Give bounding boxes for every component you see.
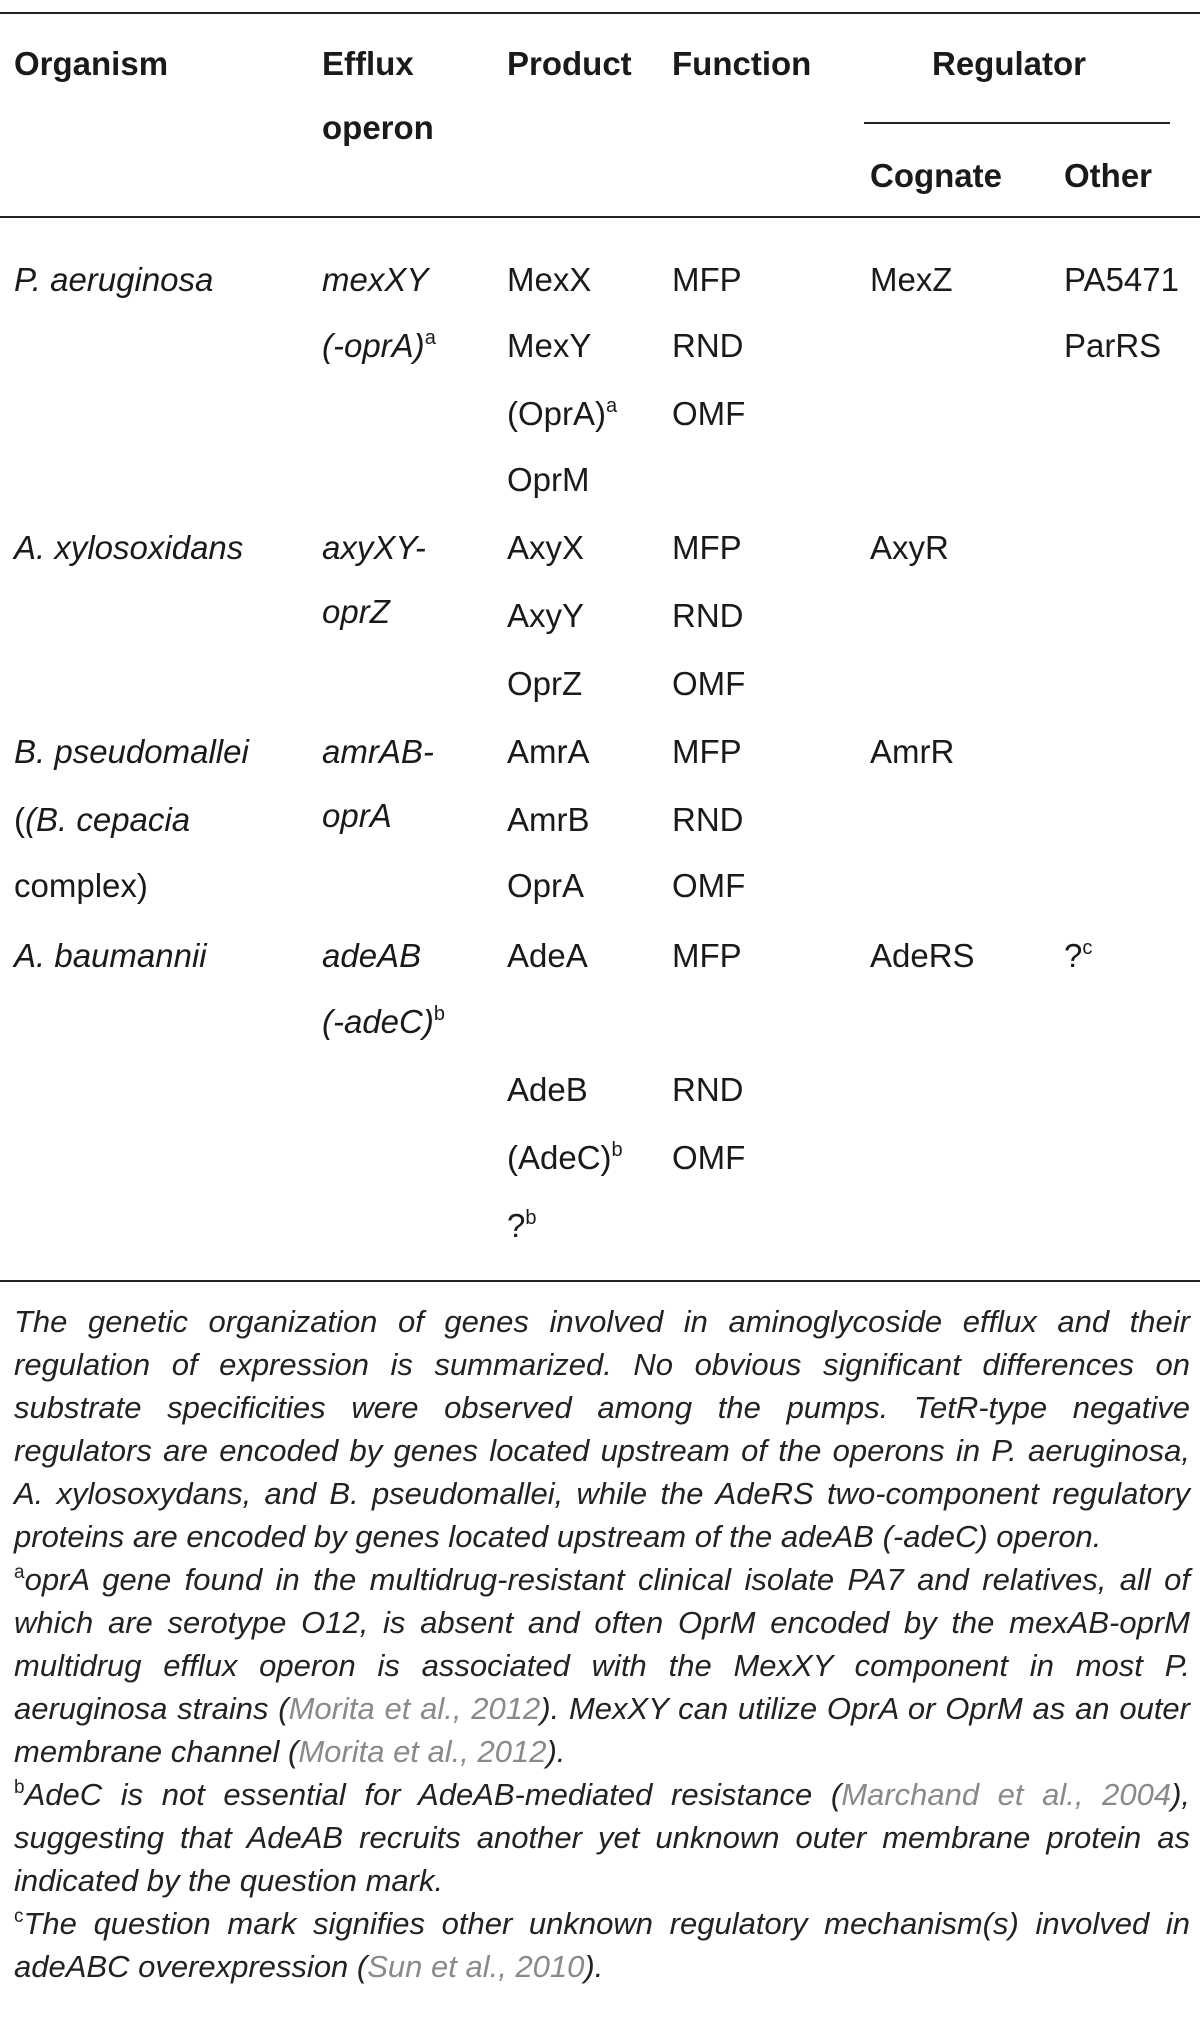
- header-function: Function: [672, 45, 812, 82]
- table-bottom-rule: [0, 1280, 1200, 1282]
- product-cell: AxyX: [507, 529, 585, 566]
- footnote-marker: b: [611, 1139, 623, 1161]
- product-cell: AmrB: [507, 801, 590, 838]
- function-cell: OMF: [672, 867, 746, 904]
- note-b: $^b$AdeC is not essential for AdeAB-mediated resistance (Marchand et al., 2004), suggesting that AdeAB recruits another yet unknown outer membrane protein as indicated by the question mark.: [14, 1777, 1191, 1898]
- footnote-marker: a: [424, 327, 436, 349]
- cognate-cell: AxyR: [870, 529, 949, 566]
- header-efflux-line2: operon: [322, 109, 434, 146]
- operon-cell: amrAB-: [322, 733, 434, 770]
- operon-cell-line2: oprA: [322, 797, 392, 834]
- note-a: $^a$oprA gene found in the multidrug-resistant clinical isolate PA7 and relatives, all of which are serotype O12, is absent and often OprM encoded by the mexAB-oprM multidrug efflux operon is associated with the MexXY component in most P. aeruginosa strains (Morita et al., 2012). MexXY can utilize OprA or OprM as an outer membrane channel (Morita et al., 2012).: [14, 1562, 1190, 1769]
- function-cell: OMF: [672, 1139, 746, 1176]
- product-cell: OprM: [507, 461, 590, 498]
- citation-link[interactable]: Sun et al., 2010: [367, 1949, 585, 1984]
- organism-cell: B. pseudomallei: [14, 733, 249, 770]
- product-cell: MexY: [507, 327, 592, 364]
- product-cell: AdeB: [507, 1071, 588, 1108]
- header-bottom-rule: [0, 216, 1200, 218]
- product-cell: (AdeC)$^b$: [507, 1139, 623, 1176]
- header-cognate: Cognate: [870, 157, 1002, 194]
- product-cell: (OprA)$^a$: [507, 395, 618, 432]
- organism-cell: P. aeruginosa: [14, 261, 214, 298]
- product-cell: ?$^b$: [507, 1207, 537, 1244]
- organism-cell-line2: ((B. cepacia: [14, 801, 191, 838]
- top-rule: [0, 12, 1200, 14]
- product-cell: AmrA: [507, 733, 590, 770]
- product-cell: OprZ: [507, 665, 583, 702]
- organism-cell: A. baumannii: [14, 937, 207, 974]
- operon-cell-line2: (-adeC)$^b$: [322, 1003, 445, 1040]
- operon-cell-line2: (-oprA)$^a$: [322, 327, 436, 364]
- footnote-marker: a: [606, 395, 618, 417]
- header-regulator: Regulator: [932, 45, 1087, 82]
- header-efflux-line1: Efflux: [322, 45, 414, 82]
- operon-cell-line2: oprZ: [322, 593, 390, 630]
- function-cell: OMF: [672, 395, 746, 432]
- footnote-marker: b: [525, 1207, 537, 1229]
- other-cell: ParRS: [1064, 327, 1162, 364]
- function-cell: RND: [672, 801, 744, 838]
- footnote-marker: b: [433, 1003, 445, 1025]
- regulator-rule: [864, 122, 1170, 124]
- function-cell: RND: [672, 327, 744, 364]
- function-cell: MFP: [672, 261, 742, 298]
- citation-link[interactable]: Morita et al., 2012: [288, 1691, 541, 1726]
- function-cell: MFP: [672, 733, 742, 770]
- header-organism: Organism: [14, 45, 169, 82]
- other-cell: ?$^c$: [1064, 937, 1093, 974]
- function-cell: MFP: [672, 937, 742, 974]
- function-cell: RND: [672, 597, 744, 634]
- product-cell: OprA: [507, 867, 585, 904]
- product-cell: AdeA: [507, 937, 588, 974]
- operon-cell: mexXY: [322, 261, 429, 298]
- organism-cell-line3: complex): [14, 867, 148, 904]
- function-cell: MFP: [672, 529, 742, 566]
- cognate-cell: MexZ: [870, 261, 953, 298]
- footnote-marker: c: [1082, 937, 1093, 959]
- header-product: Product: [507, 45, 632, 82]
- citation-link[interactable]: Morita et al., 2012: [298, 1734, 547, 1769]
- note-c: $^c$The question mark signifies other unknown regulatory mechanism(s) involved in adeABC overexpression (Sun et al., 2010).: [14, 1906, 1190, 1984]
- citation-link[interactable]: Marchand et al., 2004: [841, 1777, 1172, 1812]
- function-cell: RND: [672, 1071, 744, 1108]
- function-cell: OMF: [672, 665, 746, 702]
- other-cell: PA5471: [1064, 261, 1179, 298]
- cognate-cell: AmrR: [870, 733, 955, 770]
- organism-cell: A. xylosoxidans: [14, 529, 244, 566]
- note-main: The genetic organization of genes involved in aminoglycoside efflux and their regulation of expression is summarized. No obvious significant differences on substrate specificities were observed among the pumps. TetR-type negative regulators are encoded by genes located upstream of the operons in P. aeruginosa, A. xylosoxydans, and B. pseudomallei, while the AdeRS two-component regulatory proteins are encoded by genes located upstream of the adeAB (-adeC) operon.: [14, 1304, 1190, 1554]
- operon-cell: adeAB: [322, 937, 422, 974]
- product-cell: MexX: [507, 261, 592, 298]
- header-other: Other: [1064, 157, 1153, 194]
- table-notes: [14, 1300, 1190, 1988]
- cognate-cell: AdeRS: [870, 937, 975, 974]
- operon-cell: axyXY-: [322, 529, 426, 566]
- product-cell: AxyY: [507, 597, 585, 634]
